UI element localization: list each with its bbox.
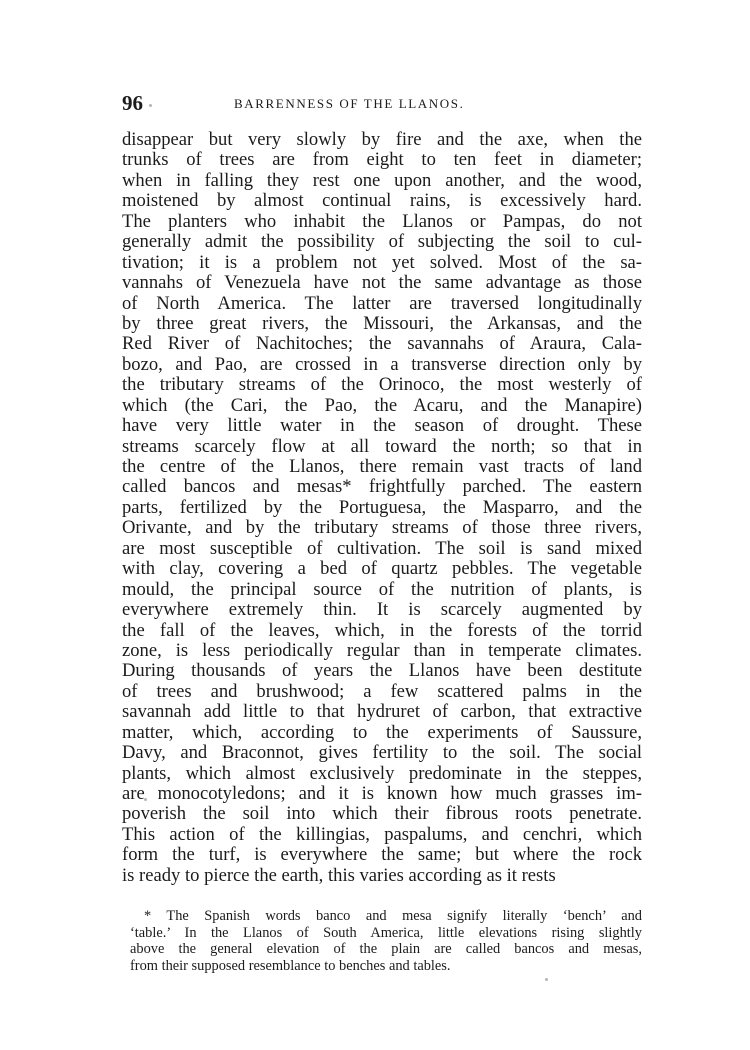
text-line: are most susceptible of cultivation. The soil is sand mixed xyxy=(122,537,642,559)
text-line: Red River of Nachitoches; the savannahs of Araura, Cala- xyxy=(122,333,642,355)
text-line: when in falling they rest one upon another, and the wood, xyxy=(122,169,642,191)
text-line: streams scarcely flow at all toward the north; so that in xyxy=(122,435,642,457)
text-line: everywhere extremely thin. It is scarcely augmented by xyxy=(122,599,642,621)
text-line: of North America. The latter are traversed longitudinally xyxy=(122,292,642,314)
text-line: savannah add little to that hydruret of carbon, that extractive xyxy=(122,701,642,723)
text-line: poverish the soil into which their fibrous roots penetrate. xyxy=(122,803,642,825)
text-line: plants, which almost exclusively predominate in the steppes, xyxy=(122,762,642,784)
text-line: by three great rivers, the Missouri, the Arkansas, and the xyxy=(122,312,642,334)
footnote-line: above the general elevation of the plain are called bancos and mesas, xyxy=(130,941,642,957)
text-line: Orivante, and by the tributary streams of those three rivers, xyxy=(122,517,642,539)
text-line: trunks of trees are from eight to ten feet in diameter; xyxy=(122,149,642,171)
text-line: zone, is less periodically regular than in temperate climates. xyxy=(122,639,642,661)
text-line: mould, the principal source of the nutrition of plants, is xyxy=(122,578,642,600)
text-line: vannahs of Venezuela have not the same advantage as those xyxy=(122,272,642,294)
text-line: During thousands of years the Llanos have been destitute xyxy=(122,660,642,682)
text-line: form the turf, is everywhere the same; but where the rock xyxy=(122,844,642,866)
text-line: with clay, covering a bed of quartz pebbles. The vegetable xyxy=(122,558,642,580)
text-line: are monocotyledons; and it is known how much grasses im- xyxy=(122,783,642,804)
text-line: called bancos and mesas* frightfully parched. The eastern xyxy=(122,476,642,498)
text-line: have very little water in the season of drought. These xyxy=(122,415,642,437)
text-line: disappear but very slowly by fire and the axe, when the xyxy=(122,129,642,150)
text-line: This action of the killingias, paspalums, and cenchri, which xyxy=(122,823,642,845)
page-header xyxy=(122,93,642,115)
text-line: parts, fertilized by the Portuguesa, the Masparro, and the xyxy=(122,496,642,518)
text-line: the fall of the leaves, which, in the forests of the torrid xyxy=(122,619,642,641)
speck-mark xyxy=(545,978,548,981)
running-head: BARRENNESS OF THE LLANOS. xyxy=(234,96,465,111)
text-line: of trees and brushwood; a few scattered palms in the xyxy=(122,680,642,702)
text-line: the centre of the Llanos, there remain vast tracts of land xyxy=(122,456,642,477)
page-number: 96 xyxy=(122,91,143,115)
footnote-line: from their supposed resemblance to benches and tables. xyxy=(130,957,451,974)
text-line: Davy, and Braconnot, gives fertility to the soil. The social xyxy=(122,742,642,764)
text-line: The planters who inhabit the Llanos or Pampas, do not xyxy=(122,210,642,232)
text-line: bozo, and Pao, are crossed in a transverse direction only by xyxy=(122,353,642,375)
text-line: is ready to pierce the earth, this varies according as it rests xyxy=(122,864,556,886)
text-line: tivation; it is a problem not yet solved. Most of the sa- xyxy=(122,251,642,273)
speck-mark xyxy=(149,104,152,107)
text-line: matter, which, according to the experiments of Saussure, xyxy=(122,721,642,743)
text-line: the tributary streams of the Orinoco, the most westerly of xyxy=(122,374,642,396)
body-text xyxy=(122,130,642,886)
footnote xyxy=(130,908,642,974)
footnote-line: * The Spanish words banco and mesa signify literally ‘bench’ and xyxy=(144,908,642,924)
footnote-line: ‘table.’ In the Llanos of South America, little elevations rising slightly xyxy=(130,924,642,941)
text-line: moistened by almost continual rains, is excessively hard. xyxy=(122,190,642,212)
text-line: generally admit the possibility of subjecting the soil to cul- xyxy=(122,231,642,253)
text-line: which (the Cari, the Pao, the Acaru, and the Manapire) xyxy=(122,394,642,416)
